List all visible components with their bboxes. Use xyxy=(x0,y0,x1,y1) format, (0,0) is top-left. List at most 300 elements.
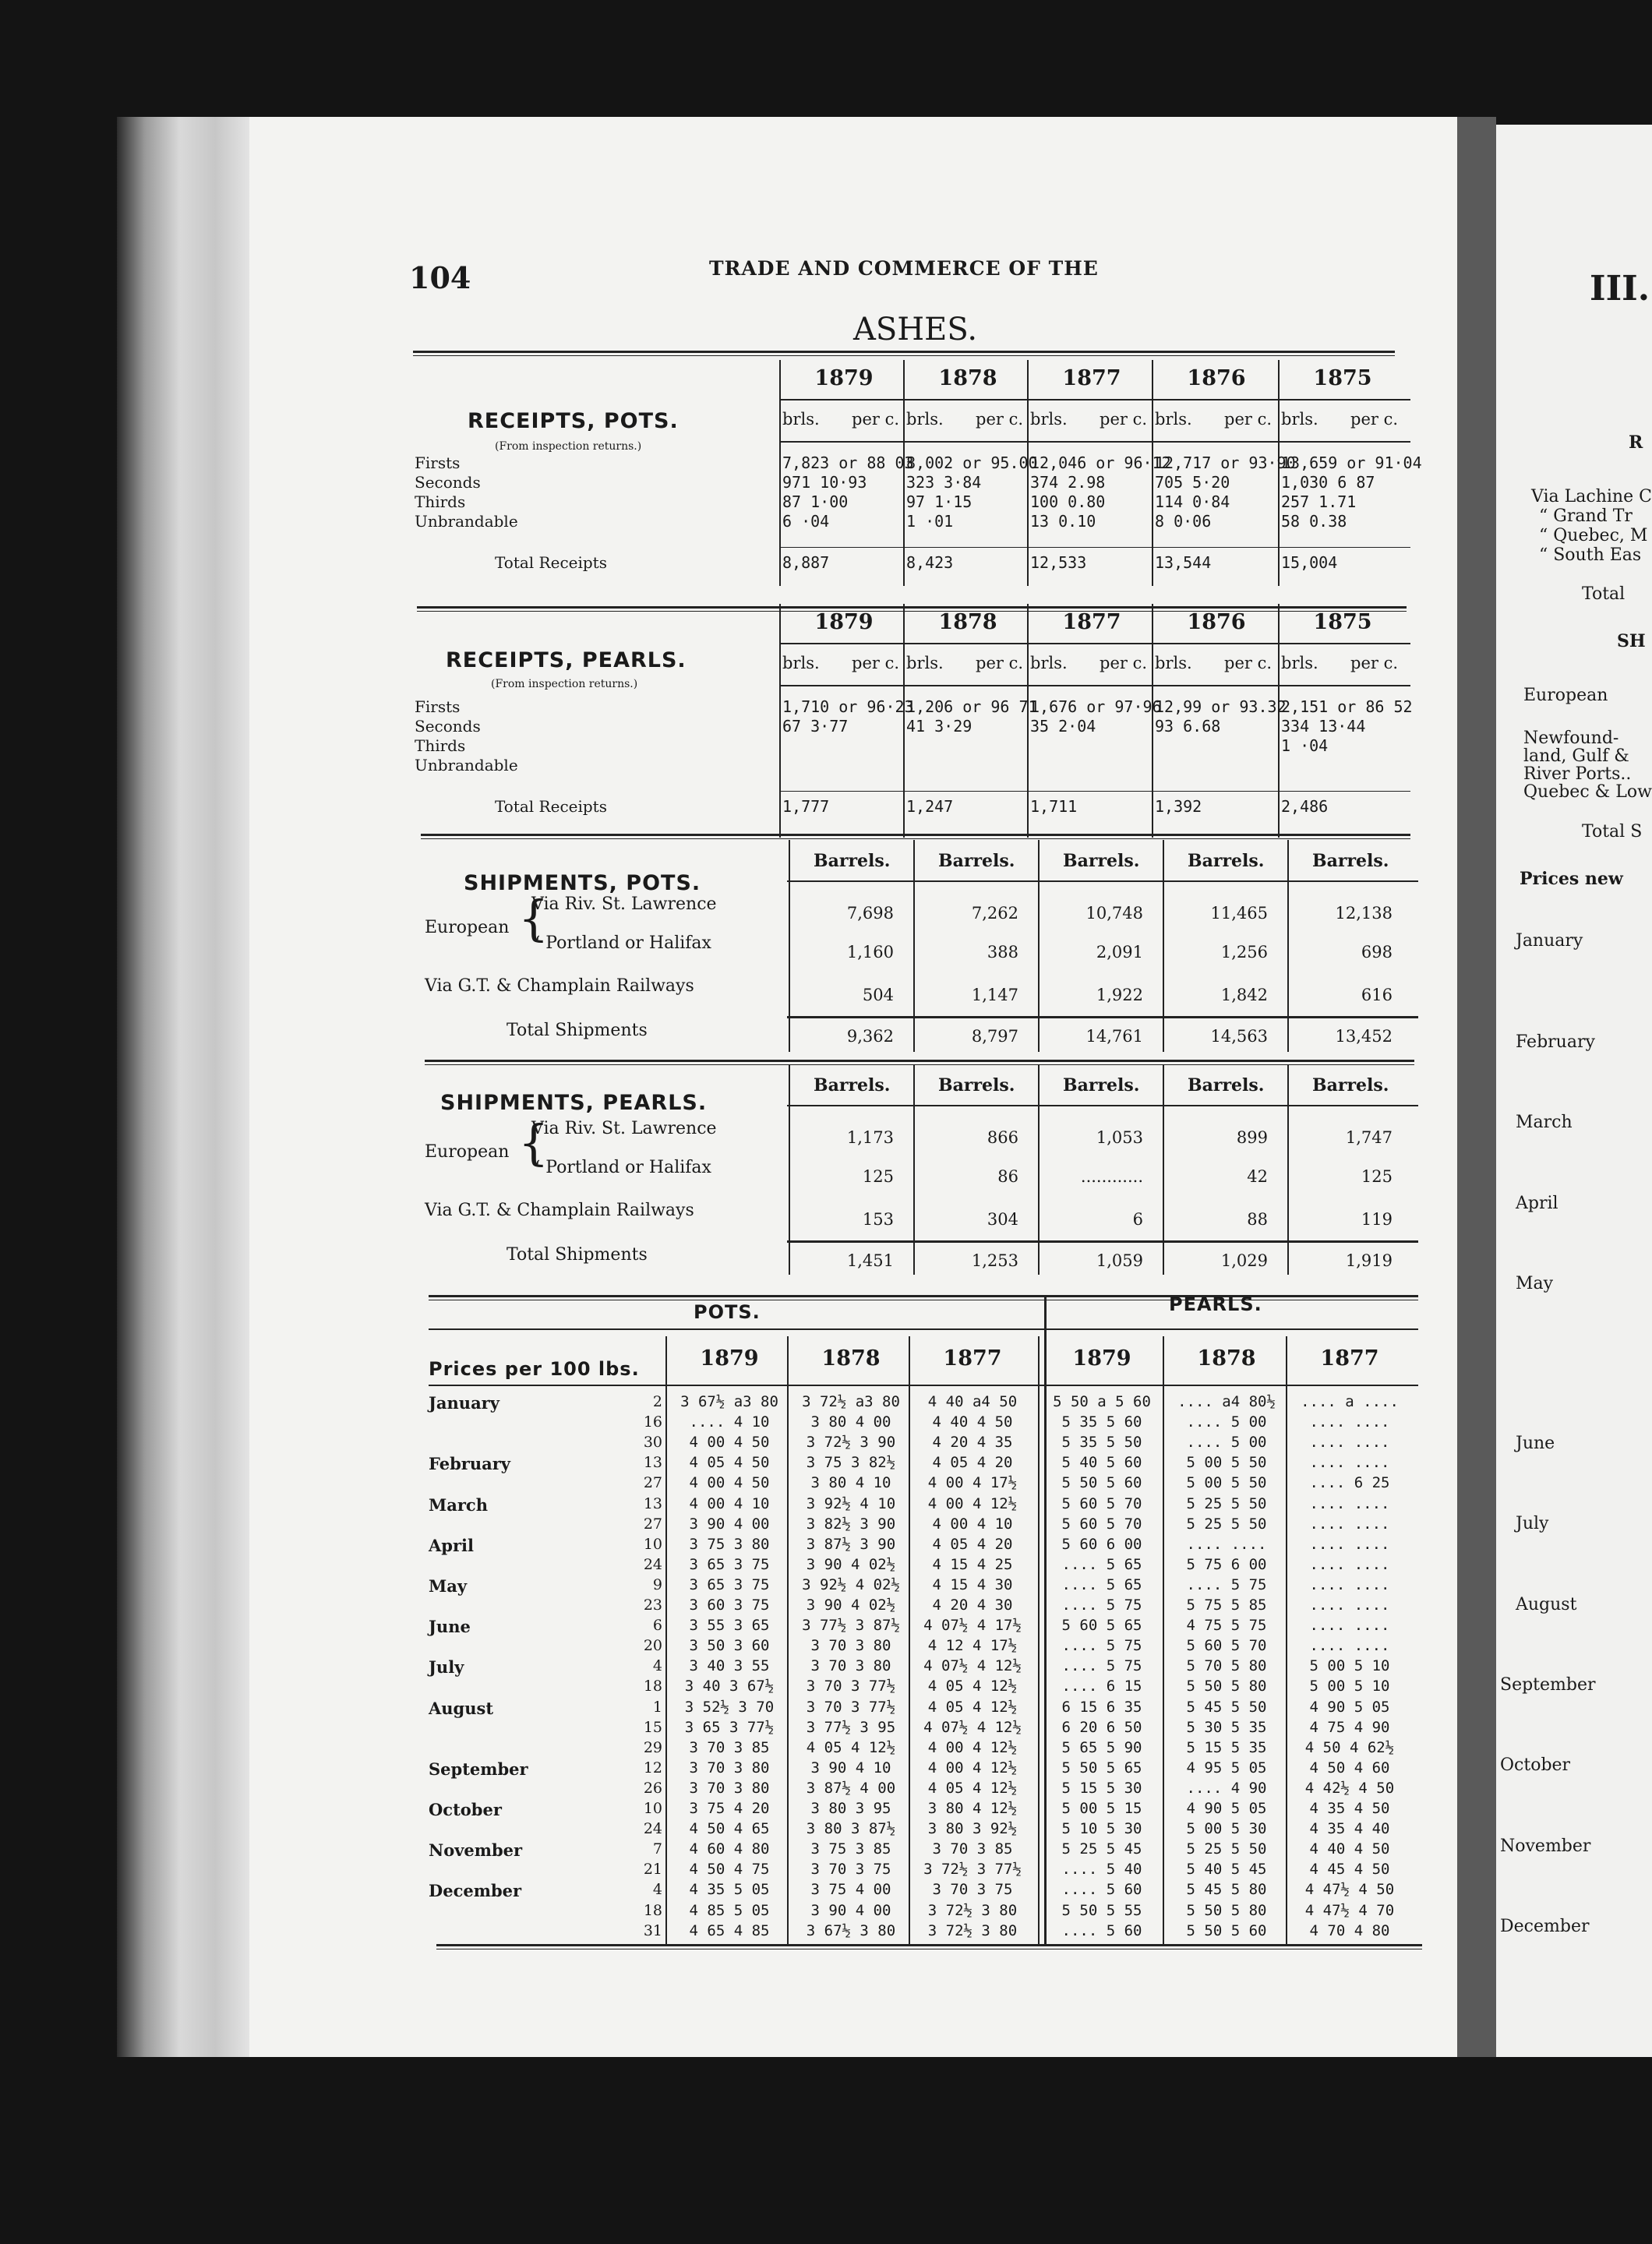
next-page-line: June xyxy=(1516,1434,1555,1453)
price-cell: 4 50 4 75 xyxy=(689,1861,770,1879)
table-cell: 304 xyxy=(987,1210,1018,1229)
total-cell: 1,059 xyxy=(1096,1251,1143,1270)
day-label: 10 xyxy=(643,1535,662,1553)
row-label: Via G.T. & Champlain Railways xyxy=(425,976,694,996)
price-cell: 3 70 3 85 xyxy=(932,1840,1013,1858)
price-cell: 4 05 4 12½ xyxy=(806,1738,896,1756)
header-rule xyxy=(779,399,1410,400)
table-cell: 1,256 xyxy=(1220,943,1268,961)
price-cell: .... a .... xyxy=(1301,1393,1399,1410)
price-cell: 3 92½ 4 10 xyxy=(806,1494,896,1512)
table-cell: 7,698 xyxy=(846,904,894,923)
row-label: Thirds xyxy=(415,736,466,755)
price-cell: 4 00 4 50 xyxy=(689,1474,770,1492)
price-cell: 4 45 4 50 xyxy=(1309,1861,1390,1879)
total-rule xyxy=(779,547,1410,548)
total-cell: 1,451 xyxy=(846,1251,894,1270)
price-cell: 3 50 3 60 xyxy=(689,1637,770,1655)
table-cell: 1,030 6 87 xyxy=(1281,473,1375,492)
next-page xyxy=(1496,125,1652,2057)
month-label: October xyxy=(429,1800,502,1819)
table-cell: 257 1.71 xyxy=(1281,492,1357,511)
price-cell: 5 25 5 50 xyxy=(1186,1494,1267,1512)
price-cell: 4 40 a4 50 xyxy=(927,1393,1018,1410)
price-cell: 5 25 5 50 xyxy=(1186,1515,1267,1533)
price-cell: 4 75 4 90 xyxy=(1309,1718,1390,1736)
table-cell: 1,053 xyxy=(1096,1128,1143,1147)
month-label: November xyxy=(429,1840,523,1861)
table-cell: 1,710 or 96·23 xyxy=(782,697,914,716)
barrels-header: Barrels. xyxy=(938,851,1015,871)
day-label: 9 xyxy=(652,1575,662,1593)
day-label: 31 xyxy=(643,1921,662,1939)
price-cell: 3 75 4 00 xyxy=(810,1881,891,1899)
table-cell: 698 xyxy=(1361,943,1393,961)
column-divider xyxy=(1152,604,1153,838)
price-cell: 3 75 3 80 xyxy=(689,1535,770,1553)
table-cell: 97 1·15 xyxy=(906,492,972,511)
price-cell: 4 70 4 80 xyxy=(1309,1921,1390,1939)
table-cell: 1 ·01 xyxy=(906,512,954,531)
price-cell: .... 5 75 xyxy=(1061,1657,1142,1675)
section-rule xyxy=(429,1295,1418,1300)
price-cell: 3 80 4 12½ xyxy=(927,1800,1018,1817)
price-cell: .... 6 15 xyxy=(1061,1678,1142,1695)
price-cell: 4 50 4 62½ xyxy=(1304,1738,1395,1756)
header-rule xyxy=(429,1385,1418,1386)
next-page-line: Newfound- xyxy=(1523,729,1619,748)
running-title: TRADE AND COMMERCE OF THE xyxy=(709,257,1099,280)
price-cell: 5 15 5 35 xyxy=(1186,1738,1267,1756)
price-cell: 4 00 4 10 xyxy=(689,1494,770,1512)
month-label: February xyxy=(429,1454,511,1474)
year-header: 1878 xyxy=(938,366,997,390)
price-cell: 4 00 4 17½ xyxy=(927,1474,1018,1492)
month-label: March xyxy=(429,1494,488,1515)
table-cell: 1,147 xyxy=(971,986,1018,1004)
barrels-header: Barrels. xyxy=(1063,1075,1140,1096)
price-cell: .... 5 65 xyxy=(1061,1555,1142,1573)
price-cell: 3 90 4 02½ xyxy=(806,1597,896,1614)
price-cell: .... .... xyxy=(1309,1575,1390,1593)
day-label: 20 xyxy=(643,1637,662,1655)
column-divider xyxy=(779,604,781,838)
total-cell: 8,797 xyxy=(971,1027,1018,1046)
total-cell: 1,392 xyxy=(1155,797,1202,816)
column-divider xyxy=(1278,604,1280,838)
price-cell: 4 00 4 12½ xyxy=(927,1738,1018,1756)
price-cell: 4 47½ 4 70 xyxy=(1304,1901,1395,1919)
price-cell: 4 85 5 05 xyxy=(689,1901,770,1919)
price-cell: 4 05 4 12½ xyxy=(927,1678,1018,1695)
price-cell: 3 67½ 3 80 xyxy=(806,1921,896,1939)
barrels-header: Barrels. xyxy=(1188,1075,1265,1096)
table-cell: 899 xyxy=(1236,1128,1268,1147)
price-cell: 5 50 5 60 xyxy=(1186,1921,1267,1939)
price-cell: 5 45 5 50 xyxy=(1186,1698,1267,1716)
unit-brls: brls. xyxy=(782,410,820,429)
european-label: European xyxy=(425,918,510,937)
price-cell: .... .... xyxy=(1186,1535,1267,1553)
column-divider xyxy=(1038,1336,1040,1944)
price-cell: 3 52½ 3 70 xyxy=(684,1698,775,1716)
price-cell: 5 65 5 90 xyxy=(1061,1738,1142,1756)
price-cell: 3 90 4 00 xyxy=(810,1901,891,1919)
price-cell: 4 90 5 05 xyxy=(1309,1698,1390,1716)
price-cell: 5 70 5 80 xyxy=(1186,1657,1267,1675)
day-label: 7 xyxy=(652,1840,662,1858)
total-cell: 1,253 xyxy=(971,1251,1018,1270)
price-cell: 3 70 3 80 xyxy=(689,1779,770,1797)
table-cell: 334 13·44 xyxy=(1281,717,1366,736)
next-page-line: April xyxy=(1516,1194,1558,1213)
day-label: 24 xyxy=(643,1555,662,1573)
next-page-line: Total S xyxy=(1582,822,1643,842)
price-cell: 6 15 6 35 xyxy=(1061,1698,1142,1716)
table-cell: 67 3·77 xyxy=(782,717,849,736)
price-cell: .... .... xyxy=(1309,1617,1390,1635)
price-cell: 5 40 5 45 xyxy=(1186,1861,1267,1879)
price-cell: 5 25 5 50 xyxy=(1186,1840,1267,1858)
price-cell: 3 72½ a3 80 xyxy=(802,1393,900,1410)
next-page-line: Quebec & Low xyxy=(1523,782,1652,802)
day-label: 26 xyxy=(643,1779,662,1797)
next-page-line: “ Grand Tr xyxy=(1539,506,1633,526)
price-cell: 3 67½ a3 80 xyxy=(680,1393,778,1410)
next-page-line: November xyxy=(1500,1836,1591,1856)
price-cell: 4 12 4 17½ xyxy=(927,1637,1018,1655)
total-rule xyxy=(787,1240,1418,1243)
price-cell: 5 50 5 60 xyxy=(1061,1474,1142,1492)
year-header: 1879 xyxy=(1072,1346,1131,1371)
price-cell: 5 15 5 30 xyxy=(1061,1779,1142,1797)
day-label: 18 xyxy=(643,1901,662,1919)
receipts-pots-title: RECEIPTS, POTS. xyxy=(468,409,679,433)
total-cell: 1,711 xyxy=(1030,797,1078,816)
price-cell: 4 07½ 4 12½ xyxy=(923,1657,1022,1675)
table-cell: 6 ·04 xyxy=(782,512,830,531)
price-cell: 3 72½ 3 77½ xyxy=(923,1861,1022,1879)
price-cell: .... 4 10 xyxy=(689,1413,770,1431)
month-label: July xyxy=(429,1657,464,1678)
price-cell: 5 50 5 65 xyxy=(1061,1759,1142,1776)
price-cell: 3 92½ 4 02½ xyxy=(802,1575,900,1593)
day-label: 21 xyxy=(643,1861,662,1879)
table-cell: 7,823 or 88 03 xyxy=(782,453,914,472)
row-label: Unbrandable xyxy=(415,512,518,531)
price-cell: 5 60 5 70 xyxy=(1061,1515,1142,1533)
total-cell: 8,887 xyxy=(782,553,830,572)
unit-per-cent: per c. xyxy=(852,654,900,672)
price-cell: 4 00 4 12½ xyxy=(927,1759,1018,1776)
price-cell: 5 00 5 15 xyxy=(1061,1800,1142,1817)
price-cell: 5 60 5 70 xyxy=(1186,1637,1267,1655)
price-cell: 3 75 3 82½ xyxy=(806,1454,896,1472)
total-cell: 13,544 xyxy=(1155,553,1212,572)
price-cell: 3 55 3 65 xyxy=(689,1617,770,1635)
unit-brls: brls. xyxy=(1155,654,1192,672)
row-label: “ Portland or Halifax xyxy=(531,933,711,953)
unit-per-cent: per c. xyxy=(1100,654,1148,672)
month-label: December xyxy=(429,1881,522,1901)
price-cell: 4 15 4 30 xyxy=(932,1575,1013,1593)
table-cell: 12,046 or 96·12 xyxy=(1030,453,1171,472)
column-divider xyxy=(787,1336,789,1944)
price-cell: .... 4 90 xyxy=(1186,1779,1267,1797)
price-cell: 4 65 4 85 xyxy=(689,1921,770,1939)
year-header: 1877 xyxy=(943,1346,1002,1371)
row-label: Via Riv. St. Lawrence xyxy=(531,1119,717,1138)
total-label: Total Shipments xyxy=(507,1021,648,1040)
column-divider xyxy=(1027,360,1029,586)
next-page-line: May xyxy=(1516,1274,1554,1293)
column-divider xyxy=(1152,360,1153,586)
column-divider xyxy=(665,1336,667,1944)
price-cell: 3 77½ 3 87½ xyxy=(802,1617,900,1635)
receipts-pearls-subtitle: (From inspection returns.) xyxy=(491,678,638,690)
price-cell: 4 50 4 60 xyxy=(1309,1759,1390,1776)
book-spine xyxy=(1457,117,1496,2057)
price-cell: 3 87½ 4 00 xyxy=(806,1779,896,1797)
day-label: 27 xyxy=(643,1515,662,1533)
price-cell: 4 05 4 12½ xyxy=(927,1779,1018,1797)
price-cell: .... .... xyxy=(1309,1454,1390,1472)
price-cell: .... 5 60 xyxy=(1061,1881,1142,1899)
price-cell: .... .... xyxy=(1309,1494,1390,1512)
column-divider xyxy=(903,604,905,838)
day-label: 13 xyxy=(643,1494,662,1512)
table-cell: 93 6.68 xyxy=(1155,717,1221,736)
header-rule xyxy=(787,880,1418,882)
table-cell: 323 3·84 xyxy=(906,473,982,492)
price-cell: 6 20 6 50 xyxy=(1061,1718,1142,1736)
price-cell: .... .... xyxy=(1309,1637,1390,1655)
price-cell: 3 87½ 3 90 xyxy=(806,1535,896,1553)
price-cell: .... .... xyxy=(1309,1413,1390,1431)
price-cell: 5 00 5 30 xyxy=(1186,1820,1267,1838)
price-cell: 4 40 4 50 xyxy=(1309,1840,1390,1858)
day-label: 12 xyxy=(643,1759,662,1776)
price-cell: 3 40 3 55 xyxy=(689,1657,770,1675)
column-divider xyxy=(1278,360,1280,586)
year-header: 1879 xyxy=(814,610,874,634)
table-bottom-rule xyxy=(436,1944,1422,1949)
table-cell: 100 0.80 xyxy=(1030,492,1106,511)
price-cell: 5 50 5 80 xyxy=(1186,1678,1267,1695)
table-cell: 2,091 xyxy=(1096,943,1143,961)
price-cell: 3 77½ 3 95 xyxy=(806,1718,896,1736)
price-cell: 5 75 5 85 xyxy=(1186,1597,1267,1614)
shipments-pots-title: SHIPMENTS, POTS. xyxy=(464,871,701,895)
table-cell: 125 xyxy=(862,1167,894,1186)
day-label: 24 xyxy=(643,1820,662,1838)
table-cell: 114 0·84 xyxy=(1155,492,1230,511)
price-cell: 4 00 4 12½ xyxy=(927,1494,1018,1512)
page-heading: ASHES. xyxy=(853,312,978,348)
day-label: 29 xyxy=(643,1738,662,1756)
price-cell: 4 00 4 10 xyxy=(932,1515,1013,1533)
price-cell: 4 05 4 12½ xyxy=(927,1698,1018,1716)
price-cell: 3 40 3 67½ xyxy=(684,1678,775,1695)
page-number: 104 xyxy=(409,260,471,295)
year-header: 1878 xyxy=(821,1346,881,1371)
next-page-line: River Ports.. xyxy=(1523,764,1632,784)
row-label: Firsts xyxy=(415,453,461,472)
total-cell: 8,423 xyxy=(906,553,954,572)
price-cell: 5 00 5 10 xyxy=(1309,1678,1390,1695)
brace-glyph: { xyxy=(518,890,549,947)
table-cell: 12,138 xyxy=(1335,904,1393,923)
price-cell: .... .... xyxy=(1309,1597,1390,1614)
next-page-line: Prices new xyxy=(1520,869,1623,889)
unit-per-cent: per c. xyxy=(976,654,1024,672)
total-label: Total Receipts xyxy=(495,797,607,816)
barrels-header: Barrels. xyxy=(1312,1075,1389,1096)
month-label: May xyxy=(429,1575,468,1596)
day-label: 23 xyxy=(643,1597,662,1614)
price-cell: .... 5 75 xyxy=(1186,1575,1267,1593)
header-rule xyxy=(779,441,1410,443)
price-cell: 4 47½ 4 50 xyxy=(1304,1881,1395,1899)
price-cell: 4 42½ 4 50 xyxy=(1304,1779,1395,1797)
price-cell: .... 5 75 xyxy=(1061,1637,1142,1655)
barrels-header: Barrels. xyxy=(1188,851,1265,871)
barrels-header: Barrels. xyxy=(1063,851,1140,871)
next-page-line: R xyxy=(1629,432,1643,453)
table-cell: 504 xyxy=(862,986,894,1004)
shipments-pearls-title: SHIPMENTS, PEARLS. xyxy=(440,1091,708,1115)
price-cell: 5 30 5 35 xyxy=(1186,1718,1267,1736)
prices-pearls-label: PEARLS. xyxy=(1169,1293,1262,1315)
price-cell: 3 82½ 3 90 xyxy=(806,1515,896,1533)
next-page-line: January xyxy=(1516,931,1583,951)
total-cell: 13,452 xyxy=(1335,1027,1393,1046)
table-cell: 374 2.98 xyxy=(1030,473,1106,492)
price-cell: 3 75 4 20 xyxy=(689,1800,770,1817)
day-label: 13 xyxy=(643,1454,662,1472)
table-cell: 1,747 xyxy=(1345,1128,1393,1147)
price-cell: .... 5 40 xyxy=(1061,1861,1142,1879)
total-rule xyxy=(787,1016,1418,1018)
section-rule xyxy=(421,834,1410,839)
price-cell: 5 10 5 30 xyxy=(1061,1820,1142,1838)
row-label: Firsts xyxy=(415,697,461,716)
year-header: 1878 xyxy=(938,610,997,634)
total-cell: 14,761 xyxy=(1085,1027,1143,1046)
price-cell: 3 70 3 80 xyxy=(689,1759,770,1776)
next-page-heading: III. xyxy=(1590,269,1650,309)
year-header: 1877 xyxy=(1062,366,1121,390)
prices-group-rule xyxy=(429,1328,1418,1330)
table-cell: ............ xyxy=(1080,1167,1143,1186)
table-cell: 971 10·93 xyxy=(782,473,867,492)
unit-per-cent: per c. xyxy=(1350,410,1399,429)
price-cell: 5 60 5 65 xyxy=(1061,1617,1142,1635)
table-cell: 42 xyxy=(1247,1167,1268,1186)
table-cell: 2,151 or 86 52 xyxy=(1281,697,1413,716)
unit-brls: brls. xyxy=(1030,654,1068,672)
total-cell: 1,919 xyxy=(1345,1251,1393,1270)
barrels-header: Barrels. xyxy=(814,851,891,871)
prices-title: Prices per 100 lbs. xyxy=(429,1358,640,1380)
price-cell: 4 75 5 75 xyxy=(1186,1617,1267,1635)
month-label: January xyxy=(429,1393,499,1413)
table-cell: 86 xyxy=(997,1167,1018,1186)
table-cell: 616 xyxy=(1361,986,1393,1004)
price-cell: 3 80 3 92½ xyxy=(927,1820,1018,1838)
next-page-line: August xyxy=(1516,1595,1577,1614)
price-cell: 4 00 4 50 xyxy=(689,1434,770,1452)
price-cell: 3 70 3 85 xyxy=(689,1738,770,1756)
next-page-line: land, Gulf & xyxy=(1523,746,1629,766)
year-header: 1875 xyxy=(1313,610,1372,634)
table-cell: 1,206 or 96 71 xyxy=(906,697,1038,716)
price-cell: 3 90 4 10 xyxy=(810,1759,891,1776)
year-header: 1879 xyxy=(700,1346,759,1371)
next-page-line: February xyxy=(1516,1032,1595,1052)
table-cell: 1,922 xyxy=(1096,986,1143,1004)
unit-per-cent: per c. xyxy=(852,410,900,429)
month-label: September xyxy=(429,1759,528,1779)
table-cell: 388 xyxy=(987,943,1018,961)
price-cell: 4 15 4 25 xyxy=(932,1555,1013,1573)
header-rule xyxy=(787,1105,1418,1106)
price-cell: 5 00 5 50 xyxy=(1186,1474,1267,1492)
column-divider xyxy=(779,360,781,586)
month-label: June xyxy=(429,1617,471,1637)
section-rule xyxy=(413,351,1395,356)
price-cell: 5 35 5 60 xyxy=(1061,1413,1142,1431)
table-cell: 41 3·29 xyxy=(906,717,972,736)
next-page-line: July xyxy=(1516,1514,1549,1533)
row-label: Via Riv. St. Lawrence xyxy=(531,894,717,914)
unit-per-cent: per c. xyxy=(1224,410,1273,429)
next-page-line: “ Quebec, M xyxy=(1539,526,1648,545)
prices-pots-label: POTS. xyxy=(694,1301,761,1323)
price-cell: 4 20 4 35 xyxy=(932,1434,1013,1452)
total-rule xyxy=(779,791,1410,792)
month-label: August xyxy=(429,1698,494,1718)
table-cell: 13 0.10 xyxy=(1030,512,1096,531)
price-cell: 4 50 4 65 xyxy=(689,1820,770,1838)
price-cell: 4 35 4 40 xyxy=(1309,1820,1390,1838)
barrels-header: Barrels. xyxy=(1312,851,1389,871)
price-cell: .... 5 75 xyxy=(1061,1597,1142,1614)
day-label: 18 xyxy=(643,1678,662,1695)
price-cell: 4 35 5 05 xyxy=(689,1881,770,1899)
year-header: 1876 xyxy=(1187,366,1246,390)
table-cell: 8,002 or 95.00 xyxy=(906,453,1038,472)
unit-per-cent: per c. xyxy=(1224,654,1273,672)
total-cell: 14,563 xyxy=(1210,1027,1268,1046)
barrels-header: Barrels. xyxy=(938,1075,1015,1096)
table-cell: 88 xyxy=(1247,1210,1268,1229)
price-cell: 4 05 4 20 xyxy=(932,1454,1013,1472)
price-cell: 5 25 5 45 xyxy=(1061,1840,1142,1858)
price-cell: .... .... xyxy=(1309,1535,1390,1553)
price-cell: 5 75 6 00 xyxy=(1186,1555,1267,1573)
price-cell: 3 65 3 75 xyxy=(689,1575,770,1593)
next-page-line: “ South Eas xyxy=(1539,545,1642,565)
price-cell: 3 70 3 80 xyxy=(810,1657,891,1675)
total-cell: 12,533 xyxy=(1030,553,1087,572)
month-label: April xyxy=(429,1535,474,1555)
price-cell: 4 05 4 20 xyxy=(932,1535,1013,1553)
year-header: 1877 xyxy=(1062,610,1121,634)
year-header: 1876 xyxy=(1187,610,1246,634)
price-cell: .... .... xyxy=(1309,1555,1390,1573)
table-cell: 866 xyxy=(987,1128,1018,1147)
